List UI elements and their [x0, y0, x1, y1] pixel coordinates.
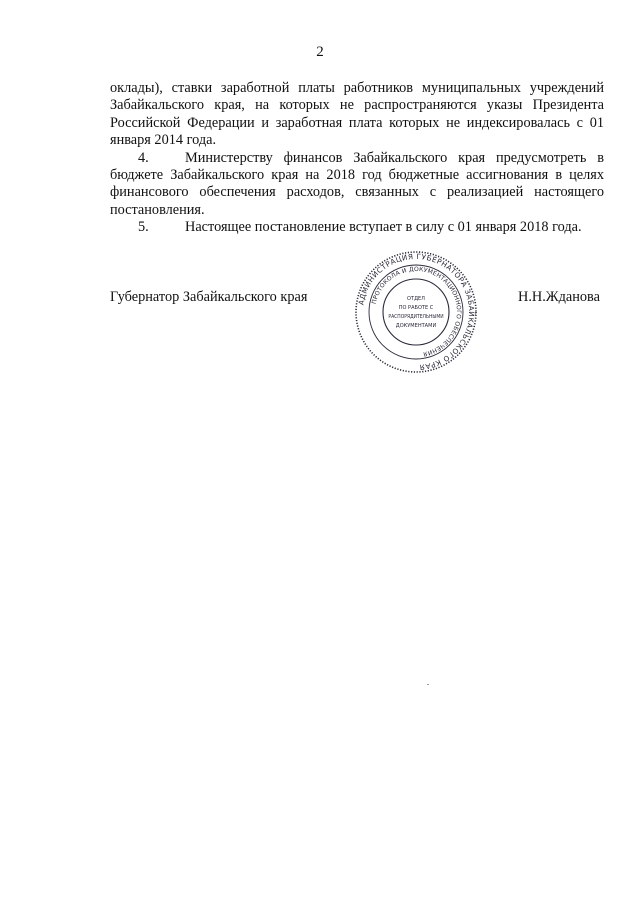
list-item-text: Настоящее постановление вступает в силу с 01 января 2018 года. [185, 219, 582, 236]
paragraph-continuation: оклады), ставки заработной платы работников муниципальных учреждений Забайкальского края, на которых не распространяются указы Президента Российской Федерации и заработная плата которых не индексировалась с 01 января 2014 года. [110, 80, 604, 149]
list-item-number: 5. [138, 219, 149, 236]
list-item-4 [110, 150, 604, 220]
stamp-inner-text [371, 266, 462, 357]
stamp-center-line-2: ПО РАБОТЕ С [398, 305, 434, 311]
signatory-title: Губернатор Забайкальского края [110, 289, 308, 305]
official-seal-stamp [354, 250, 478, 374]
stamp-inner-textpath: ПРОТОКОЛА И ДОКУМЕНТАЦИОННОГО ОБЕСПЕЧЕНИЯ [370, 265, 463, 358]
stamp-inner-ring [383, 279, 449, 345]
document-body [110, 80, 604, 237]
list-item-5 [110, 219, 604, 236]
scan-speck [427, 684, 429, 685]
signatory-name: Н.Н.Жданова [518, 289, 600, 305]
stamp-outer-textpath: АДМИНИСТРАЦИЯ ГУБЕРНАТОРА ЗАБАЙКАЛЬСКОГО КРАЯ [356, 251, 477, 372]
list-item-number: 4. [138, 149, 149, 166]
page-number: 2 [316, 44, 324, 60]
list-item-text: Министерству финансов Забайкальского края предусмотреть в бюджете Забайкальского края на 2018 год бюджетные ассигнования в целях финансового обеспечения расходов, связанных с реализацией настоящего постановления. [110, 149, 604, 218]
stamp-center-line-4: ДОКУМЕНТАМИ [395, 323, 437, 329]
stamp-center-line-1: ОТДЕЛ [407, 296, 425, 302]
stamp-center-line-3: РАСПОРЯДИТЕЛЬНЫМИ [388, 314, 444, 320]
